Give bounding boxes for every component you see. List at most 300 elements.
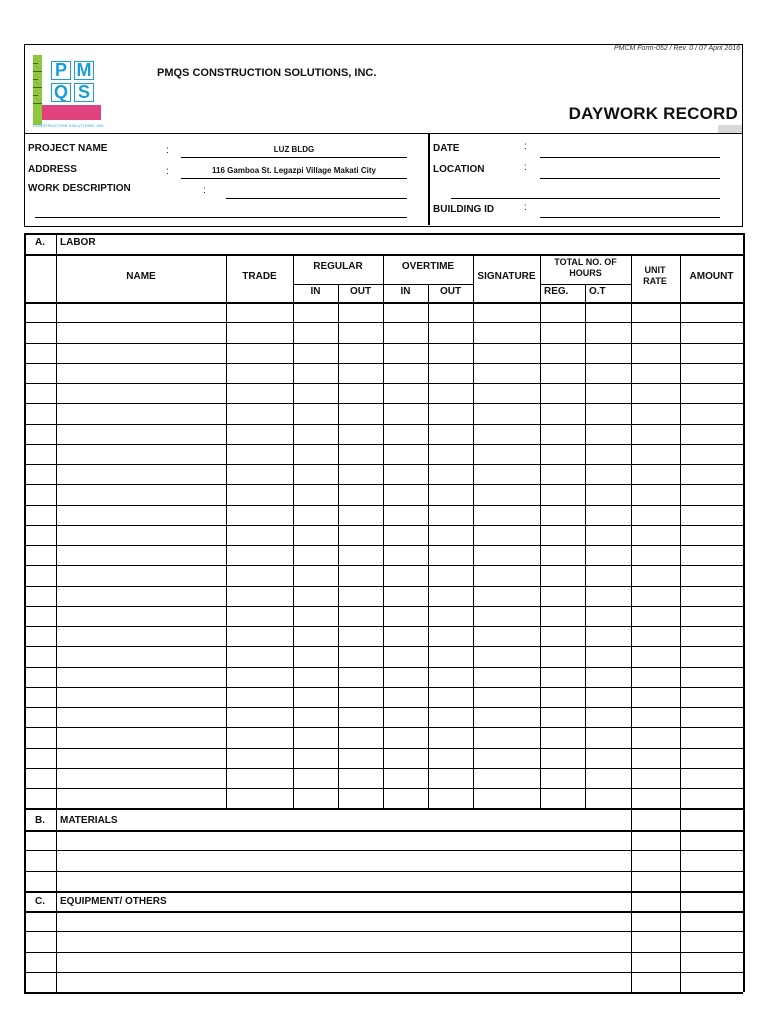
labor-row-18-unit-rate[interactable] — [631, 646, 680, 667]
labor-row-20-total-ot[interactable] — [585, 687, 631, 707]
labor-row-17-overtime-out[interactable] — [428, 626, 473, 646]
labor-row-18-no[interactable] — [24, 646, 56, 667]
labor-row-21-amount[interactable] — [680, 707, 743, 727]
labor-row-23-overtime-out[interactable] — [428, 748, 473, 768]
labor-row-14-name[interactable] — [56, 565, 226, 586]
labor-row-6-amount[interactable] — [680, 403, 743, 424]
labor-row-13-trade[interactable] — [226, 545, 293, 565]
equipment-row-4-amount[interactable] — [680, 972, 743, 992]
labor-row-9-trade[interactable] — [226, 464, 293, 484]
labor-row-25-signature[interactable] — [473, 788, 540, 808]
labor-row-16-trade[interactable] — [226, 606, 293, 626]
labor-row-3-total-ot[interactable] — [585, 343, 631, 363]
labor-row-23-total-reg[interactable] — [540, 748, 585, 768]
labor-row-7-overtime-in[interactable] — [383, 424, 428, 444]
labor-row-13-no[interactable] — [24, 545, 56, 565]
labor-row-3-unit-rate[interactable] — [631, 343, 680, 363]
labor-row-1-overtime-out[interactable] — [428, 302, 473, 322]
labor-row-8-overtime-out[interactable] — [428, 444, 473, 464]
labor-row-8-trade[interactable] — [226, 444, 293, 464]
labor-row-16-regular-in[interactable] — [293, 606, 338, 626]
address-value[interactable]: 116 Gamboa St. Legazpi Village Makati City — [212, 166, 376, 175]
labor-row-13-amount[interactable] — [680, 545, 743, 565]
labor-row-20-unit-rate[interactable] — [631, 687, 680, 707]
labor-row-16-total-reg[interactable] — [540, 606, 585, 626]
labor-row-2-no[interactable] — [24, 322, 56, 343]
labor-row-13-name[interactable] — [56, 545, 226, 565]
labor-row-19-total-reg[interactable] — [540, 667, 585, 687]
materials-row-3-unit-rate[interactable] — [631, 871, 680, 891]
labor-row-2-overtime-in[interactable] — [383, 322, 428, 343]
labor-row-5-regular-in[interactable] — [293, 383, 338, 403]
labor-row-4-total-ot[interactable] — [585, 363, 631, 383]
labor-row-21-trade[interactable] — [226, 707, 293, 727]
labor-row-6-trade[interactable] — [226, 403, 293, 424]
labor-row-18-regular-out[interactable] — [338, 646, 383, 667]
labor-row-19-trade[interactable] — [226, 667, 293, 687]
labor-row-23-total-ot[interactable] — [585, 748, 631, 768]
labor-row-19-regular-in[interactable] — [293, 667, 338, 687]
labor-row-1-regular-in[interactable] — [293, 302, 338, 322]
labor-row-4-overtime-in[interactable] — [383, 363, 428, 383]
labor-row-10-no[interactable] — [24, 484, 56, 505]
labor-row-6-regular-out[interactable] — [338, 403, 383, 424]
labor-row-10-total-reg[interactable] — [540, 484, 585, 505]
labor-row-10-overtime-out[interactable] — [428, 484, 473, 505]
equipment-row-4-description[interactable] — [56, 972, 631, 992]
labor-row-3-overtime-out[interactable] — [428, 343, 473, 363]
labor-row-17-trade[interactable] — [226, 626, 293, 646]
labor-row-21-regular-in[interactable] — [293, 707, 338, 727]
equipment-row-3-description[interactable] — [56, 952, 631, 972]
labor-row-11-no[interactable] — [24, 505, 56, 525]
labor-row-21-overtime-in[interactable] — [383, 707, 428, 727]
labor-row-15-amount[interactable] — [680, 586, 743, 606]
labor-row-9-total-ot[interactable] — [585, 464, 631, 484]
labor-row-12-trade[interactable] — [226, 525, 293, 545]
labor-row-13-total-ot[interactable] — [585, 545, 631, 565]
labor-row-5-overtime-out[interactable] — [428, 383, 473, 403]
labor-row-22-total-ot[interactable] — [585, 727, 631, 748]
labor-row-11-amount[interactable] — [680, 505, 743, 525]
labor-row-5-no[interactable] — [24, 383, 56, 403]
labor-row-16-amount[interactable] — [680, 606, 743, 626]
labor-row-21-regular-out[interactable] — [338, 707, 383, 727]
labor-row-15-unit-rate[interactable] — [631, 586, 680, 606]
labor-row-23-amount[interactable] — [680, 748, 743, 768]
labor-row-7-signature[interactable] — [473, 424, 540, 444]
labor-row-20-name[interactable] — [56, 687, 226, 707]
equipment-row-1-description[interactable] — [56, 911, 631, 931]
labor-row-9-no[interactable] — [24, 464, 56, 484]
labor-row-8-signature[interactable] — [473, 444, 540, 464]
labor-row-25-no[interactable] — [24, 788, 56, 808]
labor-row-14-unit-rate[interactable] — [631, 565, 680, 586]
labor-row-24-overtime-in[interactable] — [383, 768, 428, 788]
labor-row-2-unit-rate[interactable] — [631, 322, 680, 343]
labor-row-3-regular-out[interactable] — [338, 343, 383, 363]
labor-row-15-overtime-in[interactable] — [383, 586, 428, 606]
labor-row-10-signature[interactable] — [473, 484, 540, 505]
equipment-row-1-unit-rate[interactable] — [631, 911, 680, 931]
labor-row-20-overtime-in[interactable] — [383, 687, 428, 707]
labor-row-16-unit-rate[interactable] — [631, 606, 680, 626]
labor-row-10-regular-in[interactable] — [293, 484, 338, 505]
labor-row-24-trade[interactable] — [226, 768, 293, 788]
labor-row-13-total-reg[interactable] — [540, 545, 585, 565]
labor-row-14-regular-out[interactable] — [338, 565, 383, 586]
labor-row-11-signature[interactable] — [473, 505, 540, 525]
labor-row-23-name[interactable] — [56, 748, 226, 768]
equipment-row-4-no[interactable] — [24, 972, 56, 992]
labor-row-1-no[interactable] — [24, 302, 56, 322]
labor-row-21-overtime-out[interactable] — [428, 707, 473, 727]
labor-row-7-regular-out[interactable] — [338, 424, 383, 444]
labor-row-15-trade[interactable] — [226, 586, 293, 606]
labor-row-25-total-ot[interactable] — [585, 788, 631, 808]
labor-row-22-trade[interactable] — [226, 727, 293, 748]
labor-row-22-amount[interactable] — [680, 727, 743, 748]
labor-row-9-regular-in[interactable] — [293, 464, 338, 484]
labor-row-2-regular-in[interactable] — [293, 322, 338, 343]
labor-row-25-regular-in[interactable] — [293, 788, 338, 808]
labor-row-2-total-ot[interactable] — [585, 322, 631, 343]
labor-row-17-signature[interactable] — [473, 626, 540, 646]
labor-row-12-total-reg[interactable] — [540, 525, 585, 545]
labor-row-14-total-reg[interactable] — [540, 565, 585, 586]
labor-row-16-overtime-in[interactable] — [383, 606, 428, 626]
labor-row-18-trade[interactable] — [226, 646, 293, 667]
labor-row-4-regular-in[interactable] — [293, 363, 338, 383]
labor-row-10-unit-rate[interactable] — [631, 484, 680, 505]
labor-row-11-regular-in[interactable] — [293, 505, 338, 525]
labor-row-7-amount[interactable] — [680, 424, 743, 444]
equipment-row-2-no[interactable] — [24, 931, 56, 952]
labor-row-16-name[interactable] — [56, 606, 226, 626]
labor-row-22-overtime-out[interactable] — [428, 727, 473, 748]
equipment-row-4-unit-rate[interactable] — [631, 972, 680, 992]
work-description-line-1[interactable] — [226, 198, 407, 199]
labor-row-13-regular-in[interactable] — [293, 545, 338, 565]
labor-row-12-signature[interactable] — [473, 525, 540, 545]
labor-row-1-total-ot[interactable] — [585, 302, 631, 322]
equipment-row-1-amount[interactable] — [680, 911, 743, 931]
labor-row-3-amount[interactable] — [680, 343, 743, 363]
labor-row-5-total-reg[interactable] — [540, 383, 585, 403]
labor-row-1-overtime-in[interactable] — [383, 302, 428, 322]
labor-row-14-signature[interactable] — [473, 565, 540, 586]
labor-row-23-regular-out[interactable] — [338, 748, 383, 768]
labor-row-8-unit-rate[interactable] — [631, 444, 680, 464]
labor-row-9-overtime-out[interactable] — [428, 464, 473, 484]
labor-row-21-name[interactable] — [56, 707, 226, 727]
labor-row-24-unit-rate[interactable] — [631, 768, 680, 788]
labor-row-19-signature[interactable] — [473, 667, 540, 687]
labor-row-5-amount[interactable] — [680, 383, 743, 403]
labor-row-4-trade[interactable] — [226, 363, 293, 383]
labor-row-25-overtime-out[interactable] — [428, 788, 473, 808]
labor-row-23-signature[interactable] — [473, 748, 540, 768]
labor-row-18-amount[interactable] — [680, 646, 743, 667]
labor-row-13-regular-out[interactable] — [338, 545, 383, 565]
labor-row-5-signature[interactable] — [473, 383, 540, 403]
labor-row-7-name[interactable] — [56, 424, 226, 444]
labor-row-4-signature[interactable] — [473, 363, 540, 383]
labor-row-20-signature[interactable] — [473, 687, 540, 707]
labor-row-19-unit-rate[interactable] — [631, 667, 680, 687]
labor-row-3-signature[interactable] — [473, 343, 540, 363]
labor-row-23-unit-rate[interactable] — [631, 748, 680, 768]
equipment-row-3-unit-rate[interactable] — [631, 952, 680, 972]
work-description-line-2[interactable] — [35, 217, 407, 218]
labor-row-25-total-reg[interactable] — [540, 788, 585, 808]
labor-row-22-unit-rate[interactable] — [631, 727, 680, 748]
materials-row-3-amount[interactable] — [680, 871, 743, 891]
materials-row-1-amount[interactable] — [680, 830, 743, 850]
labor-row-13-overtime-in[interactable] — [383, 545, 428, 565]
labor-row-19-regular-out[interactable] — [338, 667, 383, 687]
labor-row-22-overtime-in[interactable] — [383, 727, 428, 748]
labor-row-23-overtime-in[interactable] — [383, 748, 428, 768]
labor-row-10-name[interactable] — [56, 484, 226, 505]
labor-row-5-overtime-in[interactable] — [383, 383, 428, 403]
labor-row-4-unit-rate[interactable] — [631, 363, 680, 383]
labor-row-5-regular-out[interactable] — [338, 383, 383, 403]
labor-row-8-no[interactable] — [24, 444, 56, 464]
labor-row-5-total-ot[interactable] — [585, 383, 631, 403]
labor-row-12-total-ot[interactable] — [585, 525, 631, 545]
labor-row-9-unit-rate[interactable] — [631, 464, 680, 484]
labor-row-21-unit-rate[interactable] — [631, 707, 680, 727]
labor-row-24-no[interactable] — [24, 768, 56, 788]
labor-row-1-trade[interactable] — [226, 302, 293, 322]
labor-row-11-total-ot[interactable] — [585, 505, 631, 525]
labor-row-11-unit-rate[interactable] — [631, 505, 680, 525]
labor-row-25-name[interactable] — [56, 788, 226, 808]
labor-row-13-unit-rate[interactable] — [631, 545, 680, 565]
labor-row-14-no[interactable] — [24, 565, 56, 586]
labor-row-14-overtime-in[interactable] — [383, 565, 428, 586]
materials-row-2-description[interactable] — [56, 850, 631, 871]
labor-row-23-no[interactable] — [24, 748, 56, 768]
labor-row-8-overtime-in[interactable] — [383, 444, 428, 464]
labor-row-6-regular-in[interactable] — [293, 403, 338, 424]
labor-row-5-name[interactable] — [56, 383, 226, 403]
labor-row-18-overtime-in[interactable] — [383, 646, 428, 667]
labor-row-7-trade[interactable] — [226, 424, 293, 444]
labor-row-15-regular-in[interactable] — [293, 586, 338, 606]
labor-row-4-no[interactable] — [24, 363, 56, 383]
labor-row-4-regular-out[interactable] — [338, 363, 383, 383]
labor-row-9-name[interactable] — [56, 464, 226, 484]
labor-row-2-signature[interactable] — [473, 322, 540, 343]
labor-row-14-trade[interactable] — [226, 565, 293, 586]
labor-row-22-signature[interactable] — [473, 727, 540, 748]
labor-row-9-amount[interactable] — [680, 464, 743, 484]
labor-row-1-amount[interactable] — [680, 302, 743, 322]
labor-row-20-trade[interactable] — [226, 687, 293, 707]
labor-row-3-trade[interactable] — [226, 343, 293, 363]
equipment-row-3-no[interactable] — [24, 952, 56, 972]
labor-row-10-total-ot[interactable] — [585, 484, 631, 505]
labor-row-6-overtime-in[interactable] — [383, 403, 428, 424]
labor-row-8-total-reg[interactable] — [540, 444, 585, 464]
labor-row-12-regular-in[interactable] — [293, 525, 338, 545]
labor-row-18-overtime-out[interactable] — [428, 646, 473, 667]
labor-row-15-regular-out[interactable] — [338, 586, 383, 606]
materials-row-2-amount[interactable] — [680, 850, 743, 871]
labor-row-12-regular-out[interactable] — [338, 525, 383, 545]
labor-row-17-regular-out[interactable] — [338, 626, 383, 646]
labor-row-19-total-ot[interactable] — [585, 667, 631, 687]
materials-row-3-no[interactable] — [24, 871, 56, 891]
labor-row-7-unit-rate[interactable] — [631, 424, 680, 444]
labor-row-8-regular-in[interactable] — [293, 444, 338, 464]
labor-row-13-overtime-out[interactable] — [428, 545, 473, 565]
labor-row-10-overtime-in[interactable] — [383, 484, 428, 505]
labor-row-20-overtime-out[interactable] — [428, 687, 473, 707]
materials-row-1-unit-rate[interactable] — [631, 830, 680, 850]
labor-row-7-no[interactable] — [24, 424, 56, 444]
labor-row-19-amount[interactable] — [680, 667, 743, 687]
labor-row-24-overtime-out[interactable] — [428, 768, 473, 788]
equipment-row-2-unit-rate[interactable] — [631, 931, 680, 952]
labor-row-15-total-reg[interactable] — [540, 586, 585, 606]
labor-row-6-unit-rate[interactable] — [631, 403, 680, 424]
labor-row-8-total-ot[interactable] — [585, 444, 631, 464]
labor-row-3-name[interactable] — [56, 343, 226, 363]
labor-row-2-amount[interactable] — [680, 322, 743, 343]
labor-row-24-signature[interactable] — [473, 768, 540, 788]
labor-row-12-amount[interactable] — [680, 525, 743, 545]
labor-row-1-regular-out[interactable] — [338, 302, 383, 322]
labor-row-21-signature[interactable] — [473, 707, 540, 727]
labor-row-17-total-reg[interactable] — [540, 626, 585, 646]
labor-row-11-overtime-in[interactable] — [383, 505, 428, 525]
labor-row-6-total-reg[interactable] — [540, 403, 585, 424]
labor-row-16-signature[interactable] — [473, 606, 540, 626]
labor-row-14-amount[interactable] — [680, 565, 743, 586]
labor-row-7-regular-in[interactable] — [293, 424, 338, 444]
labor-row-24-regular-in[interactable] — [293, 768, 338, 788]
labor-row-15-no[interactable] — [24, 586, 56, 606]
labor-row-20-no[interactable] — [24, 687, 56, 707]
labor-row-8-amount[interactable] — [680, 444, 743, 464]
labor-row-16-no[interactable] — [24, 606, 56, 626]
labor-row-17-unit-rate[interactable] — [631, 626, 680, 646]
materials-row-1-description[interactable] — [56, 830, 631, 850]
labor-row-5-unit-rate[interactable] — [631, 383, 680, 403]
labor-row-5-trade[interactable] — [226, 383, 293, 403]
labor-row-6-overtime-out[interactable] — [428, 403, 473, 424]
labor-row-22-no[interactable] — [24, 727, 56, 748]
labor-row-12-no[interactable] — [24, 525, 56, 545]
labor-row-23-trade[interactable] — [226, 748, 293, 768]
labor-row-15-overtime-out[interactable] — [428, 586, 473, 606]
labor-row-10-amount[interactable] — [680, 484, 743, 505]
labor-row-22-regular-out[interactable] — [338, 727, 383, 748]
labor-row-24-total-ot[interactable] — [585, 768, 631, 788]
labor-row-10-trade[interactable] — [226, 484, 293, 505]
labor-row-21-no[interactable] — [24, 707, 56, 727]
project-name-value[interactable]: LUZ BLDG — [273, 145, 315, 154]
equipment-row-2-description[interactable] — [56, 931, 631, 952]
location-field-line-2[interactable] — [451, 198, 720, 199]
labor-row-25-overtime-in[interactable] — [383, 788, 428, 808]
labor-row-19-overtime-in[interactable] — [383, 667, 428, 687]
labor-row-6-total-ot[interactable] — [585, 403, 631, 424]
labor-row-20-regular-in[interactable] — [293, 687, 338, 707]
labor-row-9-overtime-in[interactable] — [383, 464, 428, 484]
labor-row-1-signature[interactable] — [473, 302, 540, 322]
labor-row-19-overtime-out[interactable] — [428, 667, 473, 687]
labor-row-3-total-reg[interactable] — [540, 343, 585, 363]
materials-row-1-no[interactable] — [24, 830, 56, 850]
labor-row-6-signature[interactable] — [473, 403, 540, 424]
labor-row-14-regular-in[interactable] — [293, 565, 338, 586]
labor-row-19-name[interactable] — [56, 667, 226, 687]
labor-row-4-overtime-out[interactable] — [428, 363, 473, 383]
labor-row-8-name[interactable] — [56, 444, 226, 464]
labor-row-1-total-reg[interactable] — [540, 302, 585, 322]
labor-row-12-overtime-in[interactable] — [383, 525, 428, 545]
labor-row-11-overtime-out[interactable] — [428, 505, 473, 525]
labor-row-2-overtime-out[interactable] — [428, 322, 473, 343]
labor-row-20-regular-out[interactable] — [338, 687, 383, 707]
equipment-row-1-no[interactable] — [24, 911, 56, 931]
labor-row-18-total-ot[interactable] — [585, 646, 631, 667]
labor-row-4-total-reg[interactable] — [540, 363, 585, 383]
labor-row-11-trade[interactable] — [226, 505, 293, 525]
labor-row-2-total-reg[interactable] — [540, 322, 585, 343]
labor-row-11-regular-out[interactable] — [338, 505, 383, 525]
labor-row-16-total-ot[interactable] — [585, 606, 631, 626]
date-field[interactable] — [540, 157, 720, 158]
equipment-row-3-amount[interactable] — [680, 952, 743, 972]
labor-row-17-name[interactable] — [56, 626, 226, 646]
labor-row-7-overtime-out[interactable] — [428, 424, 473, 444]
labor-row-12-overtime-out[interactable] — [428, 525, 473, 545]
equipment-row-2-amount[interactable] — [680, 931, 743, 952]
labor-row-23-regular-in[interactable] — [293, 748, 338, 768]
materials-row-2-unit-rate[interactable] — [631, 850, 680, 871]
labor-row-2-name[interactable] — [56, 322, 226, 343]
materials-row-2-no[interactable] — [24, 850, 56, 871]
labor-row-18-signature[interactable] — [473, 646, 540, 667]
labor-row-20-amount[interactable] — [680, 687, 743, 707]
labor-row-3-overtime-in[interactable] — [383, 343, 428, 363]
labor-row-7-total-ot[interactable] — [585, 424, 631, 444]
labor-row-24-regular-out[interactable] — [338, 768, 383, 788]
labor-row-22-total-reg[interactable] — [540, 727, 585, 748]
labor-row-24-amount[interactable] — [680, 768, 743, 788]
labor-row-13-signature[interactable] — [473, 545, 540, 565]
labor-row-3-regular-in[interactable] — [293, 343, 338, 363]
labor-row-25-regular-out[interactable] — [338, 788, 383, 808]
materials-row-3-description[interactable] — [56, 871, 631, 891]
labor-row-4-name[interactable] — [56, 363, 226, 383]
labor-row-14-total-ot[interactable] — [585, 565, 631, 586]
labor-row-25-unit-rate[interactable] — [631, 788, 680, 808]
labor-row-17-overtime-in[interactable] — [383, 626, 428, 646]
labor-row-14-overtime-out[interactable] — [428, 565, 473, 586]
labor-row-12-name[interactable] — [56, 525, 226, 545]
labor-row-15-name[interactable] — [56, 586, 226, 606]
labor-row-1-unit-rate[interactable] — [631, 302, 680, 322]
labor-row-20-total-reg[interactable] — [540, 687, 585, 707]
labor-row-2-trade[interactable] — [226, 322, 293, 343]
labor-row-17-regular-in[interactable] — [293, 626, 338, 646]
